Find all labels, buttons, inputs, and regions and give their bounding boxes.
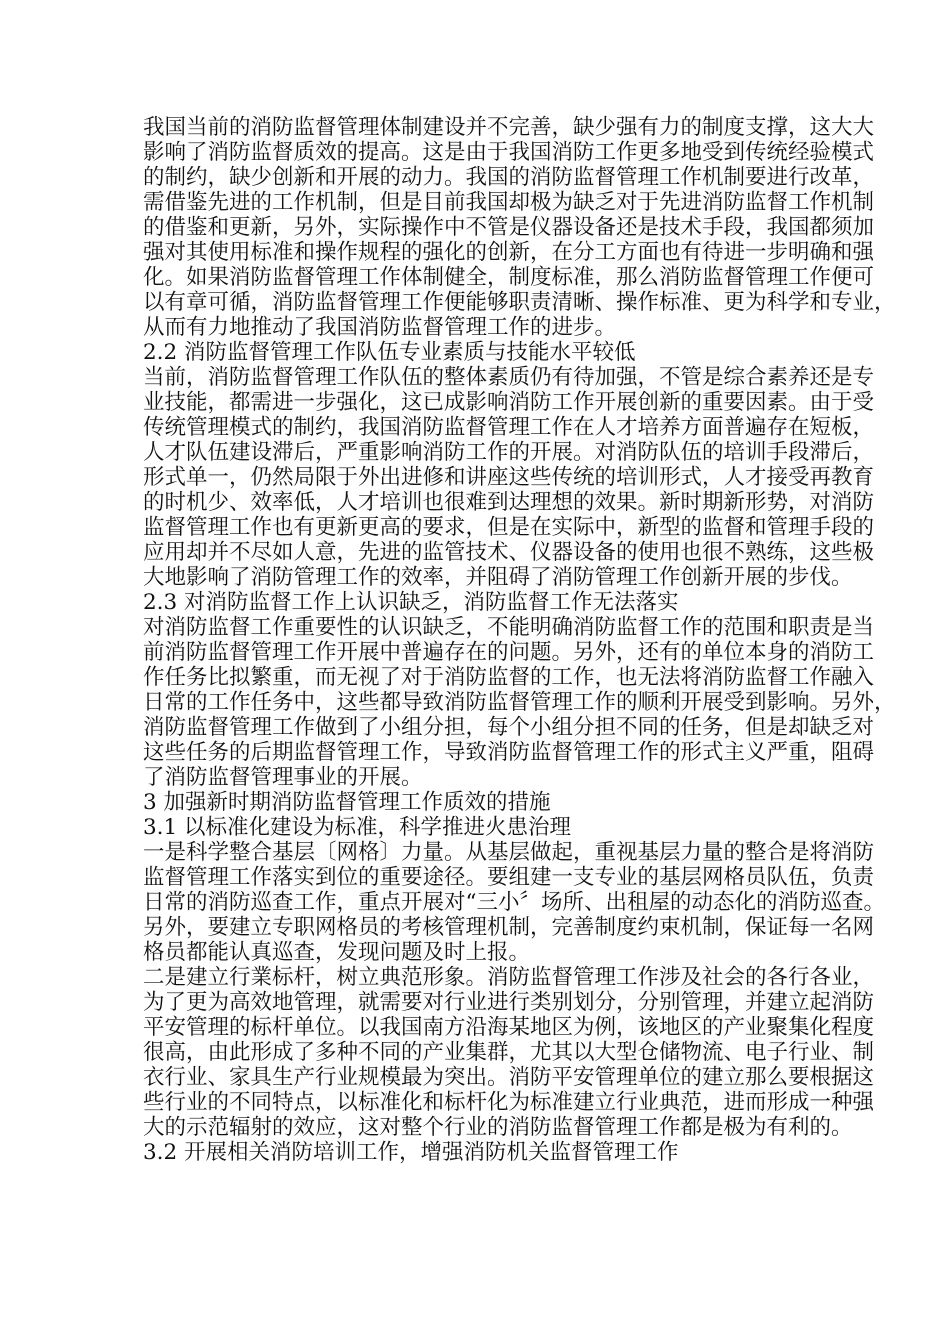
paragraph-line: 另外，要建立专职网格员的考核管理机制，完善制度约束机制，保证每一名网: [143, 915, 875, 940]
paragraph-line: 些行业的不同特点，以标准化和标杆化为标准建立行业典范，进而形成一种强: [143, 1090, 875, 1115]
paragraph-line: 传统管理模式的制约，我国消防监督管理工作在人才培养方面普遍存在短板，: [143, 415, 875, 440]
paragraph-line: 很高，由此形成了多种不同的产业集群，尤其以大型仓储物流、电子行业、制: [143, 1040, 875, 1065]
section-heading: [143, 590, 843, 615]
paragraph-line: 了消防监督管理事业的开展。: [143, 765, 423, 790]
paragraph-line: 影响了消防监督质效的提高。这是由于我国消防工作更多地受到传统经验模式: [143, 140, 875, 165]
paragraph-line: 的制约，缺少创新和开展的动力。我国的消防监督管理工作机制要进行改革，: [143, 165, 875, 190]
paragraph-line: 我国当前的消防监督管理体制建设并不完善，缺少强有力的制度支撑，这大大: [143, 115, 875, 140]
paragraph-line: 一是科学整合基层〔网格〕力量。从基层做起，重视基层力量的整合是将消防: [143, 840, 875, 865]
paragraph-line: 形式单一，仍然局限于外出进修和讲座这些传统的培训形式，人才接受再教育: [143, 465, 875, 490]
paragraph-line: 为了更为高效地管理，就需要对行业进行类别划分，分别管理，并建立起消防: [143, 990, 875, 1015]
paragraph: [143, 965, 875, 1140]
paragraph-line: 的借鉴和更新，另外，实际操作中不管是仪器设备还是技术手段，我国都须加: [143, 215, 875, 240]
paragraph-line: 监督管理工作也有更新更高的要求，但是在实际中，新型的监督和管理手段的: [143, 515, 875, 540]
paragraph-line: 日常的工作任务中，这些都导致消防监督管理工作的顺利开展受到影响。另外，: [143, 690, 896, 715]
heading-text: 3.2 开展相关消防培训工作，增强消防机关监督管理工作: [143, 1140, 679, 1165]
paragraph-line: 大地影响了消防管理工作的效率，并阻碍了消防管理工作创新开展的步伐。: [143, 565, 853, 590]
paragraph-line: 衣行业、家具生产行业规模最为突出。消防平安管理单位的建立那么要根据这: [143, 1065, 875, 1090]
paragraph-line: 消防监督管理工作做到了小组分担，每个小组分担不同的任务，但是却缺乏对: [143, 715, 875, 740]
paragraph-line: 对消防监督工作重要性的认识缺乏，不能明确消防监督工作的范围和职责是当: [143, 615, 875, 640]
paragraph-line: 格员都能认真巡查，发现问题及时上报。: [143, 940, 531, 965]
paragraph: [143, 115, 896, 340]
paragraph-line: 人才队伍建设滞后，严重影响消防工作的开展。对消防队伍的培训手段滞后，: [143, 440, 875, 465]
paragraph: [143, 365, 875, 590]
section-heading: [143, 790, 843, 815]
paragraph-line: 应用却并不尽如人意，先进的监管技术、仪器设备的使用也很不熟练，这些极: [143, 540, 875, 565]
heading-text: 3 加强新时期消防监督管理工作质效的措施: [143, 790, 551, 815]
paragraph-line: 平安管理的标杆单位。以我国南方沿海某地区为例，该地区的产业聚集化程度: [143, 1015, 875, 1040]
paragraph-line: 前消防监督管理工作开展中普遍存在的问题。另外，还有的单位本身的消防工: [143, 640, 875, 665]
document-body: [143, 115, 896, 1165]
paragraph-line: 业技能，都需进一步强化，这已成影响消防工作开展创新的重要因素。由于受: [143, 390, 875, 415]
heading-text: 3.1 以标准化建设为标准，科学推进火患治理: [143, 815, 572, 840]
paragraph-line: 这些任务的后期监督管理工作，导致消防监督管理工作的形式主义严重，阻碍: [143, 740, 875, 765]
paragraph-line: 监督管理工作落实到位的重要途径。要组建一支专业的基层网格员队伍，负责: [143, 865, 875, 890]
paragraph-line: 需借鉴先进的工作机制，但是目前我国却极为缺乏对于先进消防监督工作机制: [143, 190, 875, 215]
paragraph: [143, 615, 896, 790]
paragraph-line: 从而有力地推动了我国消防监督管理工作的进步。: [143, 315, 617, 340]
paragraph-line: 日常的消防巡查工作，重点开展对“三小〞场所、出租屋的动态化的消防巡查。: [143, 890, 885, 915]
section-heading: [143, 1140, 843, 1165]
paragraph-line: 以有章可循，消防监督管理工作便能够职责清晰、操作标准、更为科学和专业，: [143, 290, 896, 315]
paragraph-line: 的时机少、效率低，人才培训也很难到达理想的效果。新时期新形势，对消防: [143, 490, 875, 515]
paragraph-line: 当前，消防监督管理工作队伍的整体素质仍有待加强，不管是综合素养还是专: [143, 365, 875, 390]
section-heading: [143, 340, 843, 365]
section-heading: [143, 815, 843, 840]
heading-text: 2.2 消防监督管理工作队伍专业素质与技能水平较低: [143, 340, 636, 365]
paragraph-line: 作任务比拟繁重，而无视了对于消防监督的工作，也无法将消防监督工作融入: [143, 665, 875, 690]
paragraph-line: 化。如果消防监督管理工作体制健全，制度标准，那么消防监督管理工作便可: [143, 265, 875, 290]
paragraph-line: 二是建立行業标杆，树立典范形象。消防监督管理工作涉及社会的各行各业，: [143, 965, 875, 990]
heading-text: 2.3 对消防监督工作上认识缺乏，消防监督工作无法落实: [143, 590, 679, 615]
paragraph: [143, 840, 885, 965]
paragraph-line: 大的示范辐射的效应，这对整个行业的消防监督管理工作都是极为有利的。: [143, 1115, 853, 1140]
paragraph-line: 强对其使用标准和操作规程的强化的创新，在分工方面也有待进一步明确和强: [143, 240, 875, 265]
